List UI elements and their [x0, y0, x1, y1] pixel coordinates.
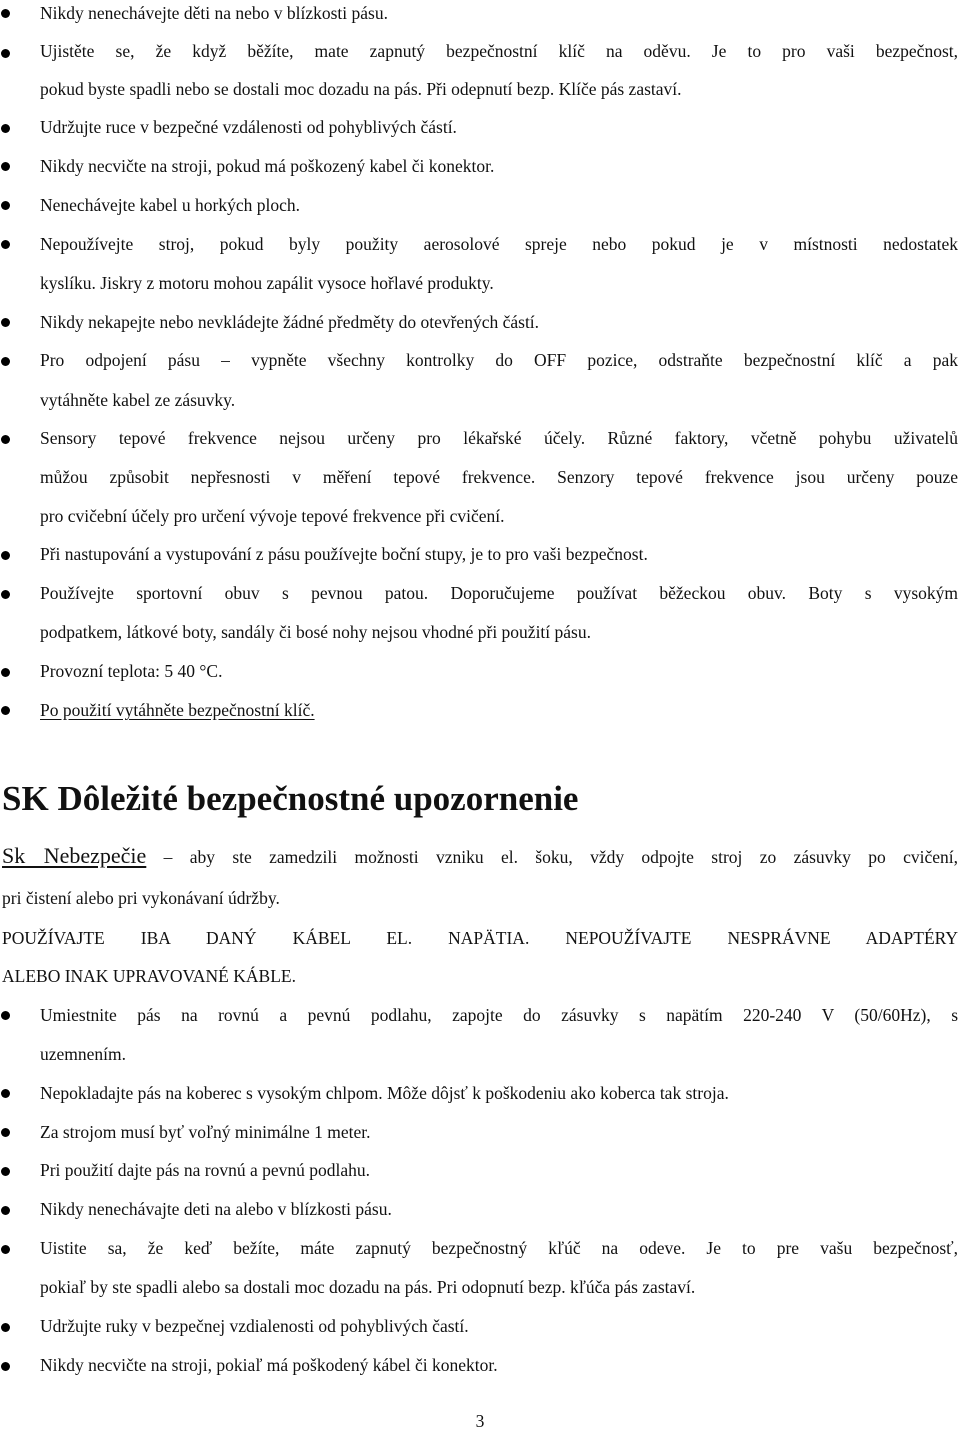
text-line: pokud byste spadli nebo se dostali moc dozadu na pás. Při odepnutí bezp. Klíče pás zastaví. [40, 79, 682, 99]
bullet-icon [1, 318, 10, 327]
bullet-icon [1, 162, 10, 171]
text-line: Nenechávejte kabel u horkých ploch. [40, 195, 300, 215]
bullet-icon [1, 590, 10, 599]
bullet-icon [1, 668, 10, 677]
bullet-icon [1, 49, 10, 58]
text-line: Udržujte ruky v bezpečnej vzdialenosti od pohyblivých častí. [40, 1316, 469, 1336]
bullet-icon [1, 706, 10, 715]
text-line: podpatkem, látkové boty, sandály či bosé nohy nejsou vhodné při použití pásu. [40, 622, 591, 642]
text-line: můžou způsobit nepřesnosti v měření tepové frekvence. Senzory tepové frekvence jsou určeny pouze [40, 467, 958, 487]
text-line: Používejte sportovní obuv s pevnou patou. Doporučujeme používat běžeckou obuv. Boty s vysokým [40, 583, 958, 603]
text-line: Nikdy nenechávejte děti na nebo v blízkosti pásu. [40, 3, 388, 23]
text-line: Nikdy nenechávajte deti na alebo v blízkosti pásu. [40, 1199, 392, 1219]
text-line: Nepoužívejte stroj, pokud byly použity aerosolové spreje nebo pokud je v místnosti nedostatek [40, 234, 958, 254]
text-line: Sensory tepové frekvence nejsou určeny pro lékařské účely. Různé faktory, včetně pohybu uživatelů [40, 428, 958, 448]
text-line: pri čistení alebo pri vykonávaní údržby. [2, 888, 280, 908]
text-line: Nikdy necvičte na stroji, pokud má poškozený kabel či konektor. [40, 156, 495, 176]
bullet-icon [1, 551, 10, 560]
bullet-icon [1, 435, 10, 444]
page-number: 3 [475, 1411, 485, 1431]
text-line: Udržujte ruce v bezpečné vzdálenosti od pohyblivých částí. [40, 117, 457, 137]
text-line: Nepokladajte pás na koberec s vysokým chlpom. Môže dôjsť k poškodeniu ako koberca tak stroja. [40, 1083, 729, 1103]
bullet-icon [1, 1362, 10, 1371]
bullet-icon [1, 1167, 10, 1176]
text-line: pokiaľ by ste spadli alebo sa dostali moc dozadu na pás. Pri odopnutí bezp. kľúča pás zastaví. [40, 1277, 696, 1297]
bullet-icon [1, 1128, 10, 1137]
text-line: Ujistěte se, že když běžíte, mate zapnutý bezpečnostní klíč na oděvu. Je to pro vaši bezpečnost, [40, 41, 958, 61]
bullet-icon [1, 201, 10, 210]
bullet-icon [1, 124, 10, 133]
section-title: SK Dôležité bezpečnostné upozornenie [2, 779, 579, 818]
text-line: Nikdy necvičte na stroji, pokiaľ má poškodený kábel či konektor. [40, 1355, 498, 1375]
text-line: Uistite sa, že keď bežíte, máte zapnutý bezpečnostný kľúč na odeve. Je to pre vašu bezpečnosť, [40, 1238, 958, 1258]
text-line: Po použití vytáhněte bezpečnostní klíč. [40, 700, 315, 720]
bullet-icon [1, 1011, 10, 1020]
text-line: Pri použití dajte pás na rovnú a pevnú podlahu. [40, 1160, 370, 1180]
bullet-icon [1, 1323, 10, 1332]
danger-text: – aby ste zamedzili možnosti vzniku el. šoku, vždy odpojte stroj zo zásuvky po cvičení, [163, 847, 959, 867]
text-line: uzemnením. [40, 1044, 127, 1064]
warning-line: ALEBO INAK UPRAVOVANÉ KÁBLE. [2, 966, 296, 986]
bullet-icon [1, 9, 10, 18]
text-line: Provozní teplota: 5 40 °C. [40, 661, 223, 681]
bullet-icon [1, 357, 10, 366]
text-line: Umiestnite pás na rovnú a pevnú podlahu, zapojte do zásuvky s napätím 220-240 V (50/60Hz), s [40, 1005, 958, 1025]
text-line: kyslíku. Jiskry z motoru mohou zapálit vysoce hořlavé produkty. [40, 273, 494, 293]
bullet-icon [1, 1245, 10, 1254]
danger-label: Sk Nebezpečie [2, 843, 147, 868]
bullet-icon [1, 1206, 10, 1215]
text-line: pro cvičební účely pro určení vývoje tepové frekvence při cvičení. [40, 506, 505, 526]
text-line: Při nastupování a vystupování z pásu používejte boční stupy, je to pro vaši bezpečnost. [40, 544, 648, 564]
bullet-icon [1, 240, 10, 249]
danger-paragraph [2, 845, 958, 868]
bullet-icon [1, 1089, 10, 1098]
text-line: Pro odpojení pásu – vypněte všechny kontrolky do OFF pozice, odstraňte bezpečnostní klíč a pak [40, 350, 958, 370]
text-line: vytáhněte kabel ze zásuvky. [40, 390, 236, 410]
text-line: Za strojom musí byť voľný minimálne 1 meter. [40, 1122, 371, 1142]
warning-line: POUŽÍVAJTE IBA DANÝ KÁBEL EL. NAPÄTIA. NEPOUŽÍVAJTE NESPRÁVNE ADAPTÉRY [2, 928, 958, 948]
text-line: Nikdy nekapejte nebo nevkládejte žádné předměty do otevřených částí. [40, 312, 540, 332]
